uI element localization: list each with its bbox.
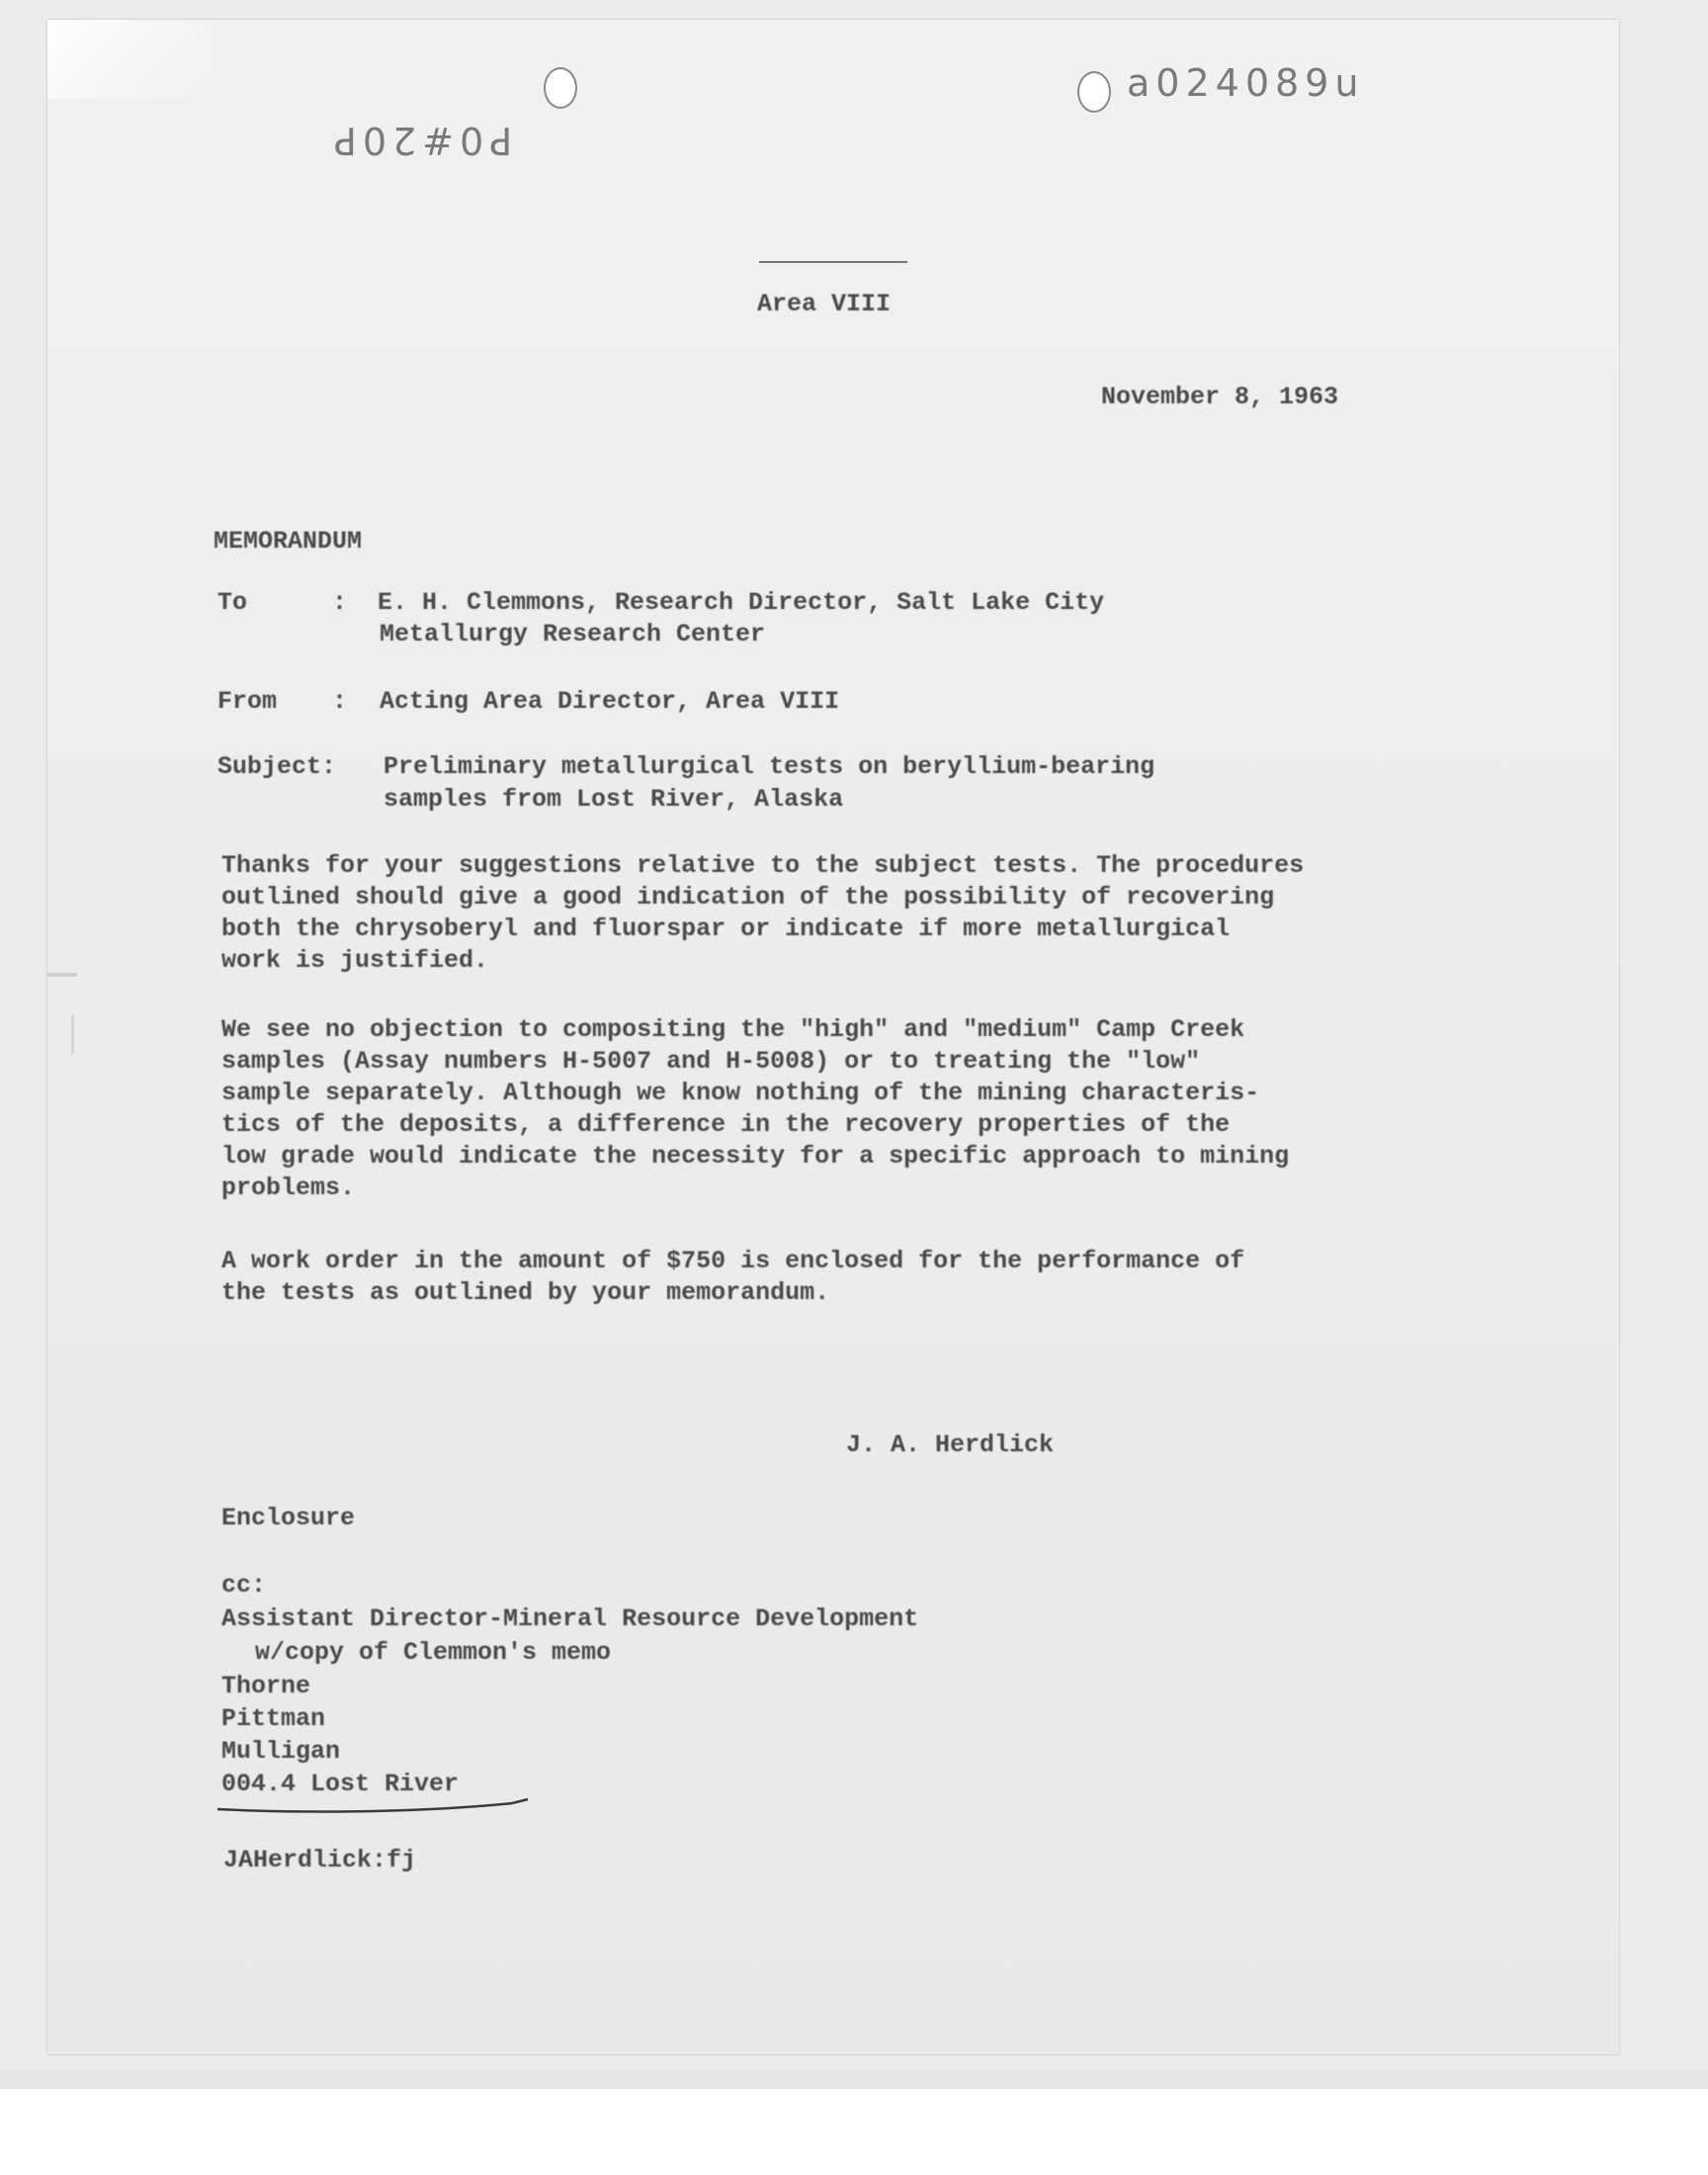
torn-corner: [47, 20, 215, 99]
subject-line-2: samples from Lost River, Alaska: [384, 785, 844, 814]
file-number-stamp-inverted: P0#20P: [328, 119, 513, 162]
memo-type: MEMORANDUM: [214, 527, 363, 556]
cc-line-4: Pittman: [221, 1704, 326, 1733]
paragraph-2-line-2: samples (Assay numbers H-5007 and H-5008) or to treating the "low": [221, 1047, 1201, 1076]
header-rule: [759, 261, 907, 263]
from-label: From: [217, 687, 278, 716]
to-separator: :: [332, 588, 348, 617]
paragraph-3-line-1: A work order in the amount of $750 is enclosed for the performance of: [221, 1247, 1245, 1275]
paragraph-2-line-3: sample separately. Although we know nothing of the mining characteris-: [221, 1079, 1260, 1107]
to-label: To: [217, 588, 248, 617]
paragraph-2-line-6: problems.: [221, 1174, 356, 1202]
subject-label: Subject:: [217, 752, 337, 781]
cc-line-5: Mulligan: [221, 1737, 341, 1766]
subject-line-1: Preliminary metallurgical tests on beryllium-bearing: [384, 752, 1155, 781]
signature-name: J. A. Herdlick: [846, 1431, 1055, 1459]
to-line-1: E. H. Clemmons, Research Director, Salt Lake City: [378, 588, 1105, 617]
punch-hole-right: [1077, 71, 1111, 113]
stray-mark: [71, 1014, 74, 1054]
from-value: Acting Area Director, Area VIII: [380, 687, 840, 716]
typist-initials: JAHerdlick:fj: [223, 1846, 417, 1874]
memo-page: [47, 20, 1619, 2054]
from-separator: :: [332, 687, 348, 716]
paragraph-1-line-3: both the chrysoberyl and fluorspar or indicate if more metallurgical: [221, 914, 1231, 943]
punch-hole-left: [544, 67, 577, 109]
paragraph-2-line-1: We see no objection to compositing the "high" and "medium" Camp Creek: [221, 1015, 1245, 1044]
paragraph-2-line-5: low grade would indicate the necessity for a specific approach to mining: [221, 1142, 1290, 1171]
cc-line-2: w/copy of Clemmon's memo: [255, 1638, 612, 1667]
paragraph-2-line-4: tics of the deposits, a difference in the recovery properties of the: [221, 1110, 1231, 1139]
memo-date: November 8, 1963: [1101, 383, 1339, 411]
handwritten-underline: [215, 1797, 532, 1815]
paragraph-3-line-2: the tests as outlined by your memorandum.: [221, 1278, 830, 1307]
paragraph-1-line-4: work is justified.: [221, 946, 489, 975]
cc-line-1: Assistant Director-Mineral Resource Development: [221, 1605, 919, 1633]
cc-line-3: Thorne: [221, 1672, 311, 1700]
cc-line-6: 004.4 Lost River: [221, 1770, 460, 1798]
enclosure-label: Enclosure: [221, 1504, 356, 1532]
stray-mark: [47, 973, 77, 977]
paragraph-1-line-1: Thanks for your suggestions relative to the subject tests. The procedures: [221, 851, 1305, 880]
file-number-stamp: a024089u: [1127, 61, 1365, 105]
cc-label: cc:: [221, 1571, 267, 1600]
to-line-2: Metallurgy Research Center: [380, 620, 766, 649]
scan-bottom-edge: [0, 2071, 1708, 2089]
paragraph-1-line-2: outlined should give a good indication of the possibility of recovering: [221, 883, 1275, 912]
office-heading: Area VIII: [757, 290, 892, 318]
